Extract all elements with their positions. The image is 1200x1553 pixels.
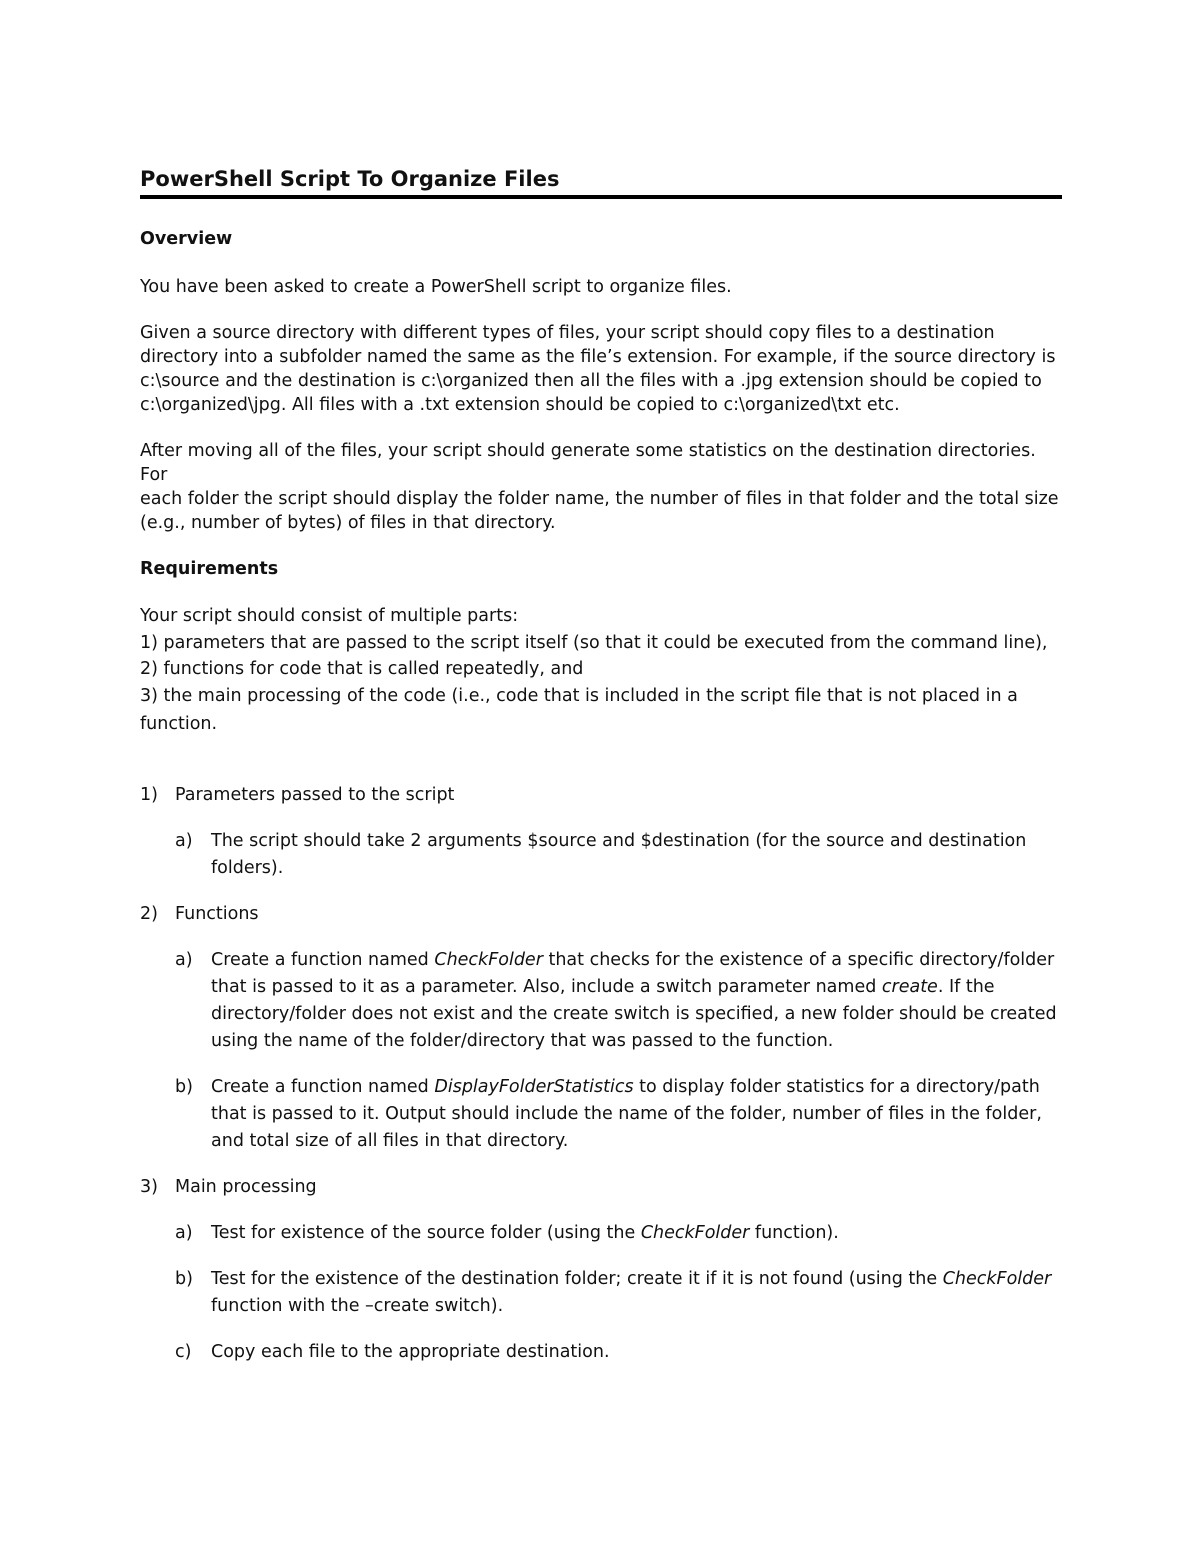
list-item-line xyxy=(211,947,1062,974)
text-run: Test for existence of the source folder (using the xyxy=(211,1223,641,1243)
text-run: to display folder statistics for a directory/path xyxy=(633,1077,1040,1097)
paragraph-line: each folder the script should display the folder name, the number of files in that folder and the total size xyxy=(140,489,1059,509)
paragraph-line: Given a source directory with different types of files, your script should copy files to a destination xyxy=(140,323,995,343)
text-run: that checks for the existence of a specific directory/folder xyxy=(542,950,1055,970)
document-page xyxy=(140,165,1062,1366)
list-item-parameters xyxy=(140,782,1062,809)
list-item-label: Main processing xyxy=(175,1177,317,1197)
document-title: PowerShell Script To Organize Files xyxy=(140,165,1062,199)
list-item-line: that is passed to it. Output should include the name of the folder, number of files in the folder, xyxy=(211,1104,1042,1124)
list-marker: a) xyxy=(175,831,193,851)
list-item-line: folders). xyxy=(211,858,284,878)
list-item-functions-b xyxy=(140,1074,1062,1155)
paragraph-line: function. xyxy=(140,714,218,734)
list-item-main-processing-b xyxy=(140,1266,1062,1320)
overview-paragraph-2 xyxy=(140,321,1062,417)
requirements-paragraph xyxy=(140,603,1062,738)
list-marker: a) xyxy=(175,1223,193,1243)
overview-heading: Overview xyxy=(140,229,233,249)
list-item-line xyxy=(211,1266,1062,1293)
paragraph-line: 3) the main processing of the code (i.e., code that is included in the script file that is not placed in a xyxy=(140,686,1018,706)
list-marker: a) xyxy=(175,950,193,970)
list-marker: b) xyxy=(175,1077,193,1097)
function-name-checkfolder: CheckFolder xyxy=(434,950,543,970)
list-item-main-processing-a xyxy=(140,1220,1062,1247)
text-run: function). xyxy=(749,1223,839,1243)
list-item-parameters-a xyxy=(140,828,1062,882)
text-run: . If the xyxy=(937,977,995,997)
list-item-functions-a xyxy=(140,947,1062,1055)
text-run: Create a function named xyxy=(211,950,435,970)
paragraph-line: directory into a subfolder named the same as the file’s extension. For example, if the source directory is xyxy=(140,347,1056,367)
text-run: Test for the existence of the destination folder; create it if it is not found (using the xyxy=(211,1269,943,1289)
text-run: Create a function named xyxy=(211,1077,435,1097)
list-item-line: directory/folder does not exist and the create switch is specified, a new folder should be created xyxy=(211,1004,1057,1024)
text-run: that is passed to it as a parameter. Also, include a switch parameter named xyxy=(211,977,882,997)
overview-intro: You have been asked to create a PowerShell script to organize files. xyxy=(140,277,732,297)
list-item-label: Parameters passed to the script xyxy=(175,785,455,805)
requirements-heading: Requirements xyxy=(140,559,279,579)
list-item-line: using the name of the folder/directory that was passed to the function. xyxy=(211,1031,834,1051)
list-marker: c) xyxy=(175,1342,192,1362)
function-name-displayfolderstatistics: DisplayFolderStatistics xyxy=(434,1077,634,1097)
paragraph-line: After moving all of the files, your script should generate some statistics on the destination directories. For xyxy=(140,441,1036,485)
parameter-name-create: create xyxy=(881,977,938,997)
paragraph-line: 1) parameters that are passed to the script itself (so that it could be executed from the command line), xyxy=(140,633,1048,653)
list-item-main-processing-c xyxy=(140,1339,1062,1366)
list-item-functions xyxy=(140,901,1062,928)
list-item-label: Functions xyxy=(175,904,259,924)
list-item-line: The script should take 2 arguments $source and $destination (for the source and destination xyxy=(211,831,1027,851)
list-item-line: function with the –create switch). xyxy=(211,1296,504,1316)
list-item-line: and total size of all files in that directory. xyxy=(211,1131,569,1151)
function-name-checkfolder: CheckFolder xyxy=(942,1269,1052,1289)
list-marker: 3) xyxy=(140,1177,158,1197)
paragraph-line: (e.g., number of bytes) of files in that directory. xyxy=(140,513,556,533)
paragraph-line: 2) functions for code that is called repeatedly, and xyxy=(140,659,584,679)
list-item-line xyxy=(211,1074,1062,1101)
list-marker: 1) xyxy=(140,785,158,805)
list-item-line xyxy=(211,1220,1062,1247)
function-name-checkfolder: CheckFolder xyxy=(640,1223,750,1243)
overview-paragraph-3 xyxy=(140,439,1062,535)
paragraph-line: Your script should consist of multiple parts: xyxy=(140,606,519,626)
paragraph-line: c:\organized\jpg. All files with a .txt extension should be copied to c:\organized\txt etc. xyxy=(140,395,900,415)
paragraph-line: c:\source and the destination is c:\organized then all the files with a .jpg extension should be copied to xyxy=(140,371,1042,391)
list-item-line: Copy each file to the appropriate destination. xyxy=(211,1342,610,1362)
list-item-line xyxy=(211,974,1062,1001)
list-marker: b) xyxy=(175,1269,193,1289)
list-item-main-processing xyxy=(140,1174,1062,1201)
list-marker: 2) xyxy=(140,904,158,924)
